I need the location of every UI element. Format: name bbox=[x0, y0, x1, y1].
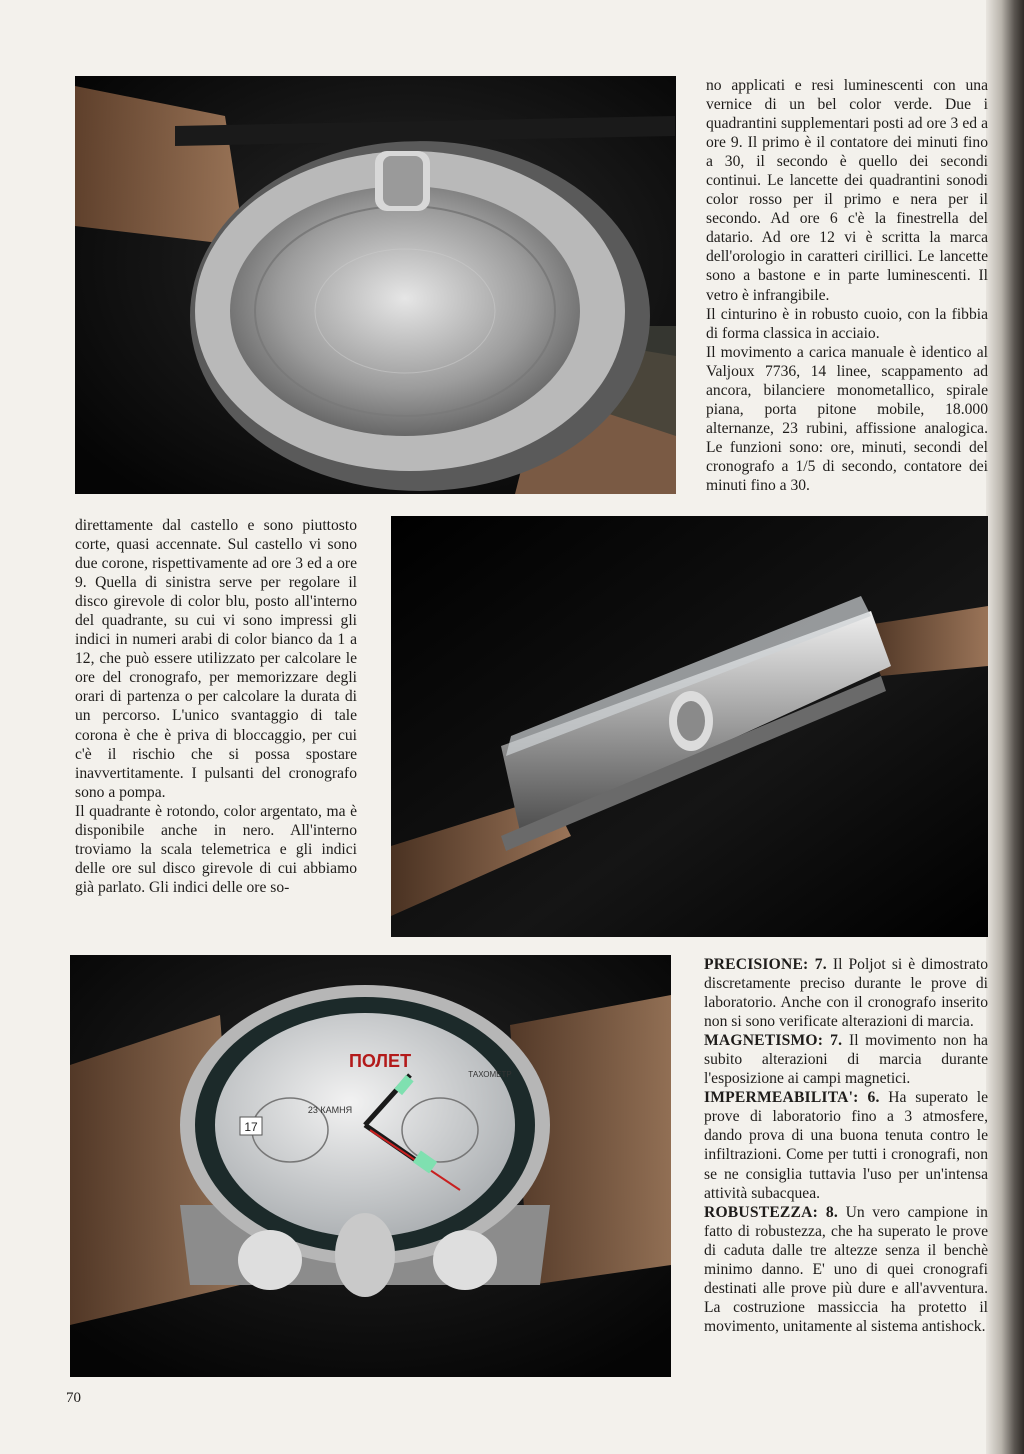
rating-label: ROBUSTEZZA: 8. bbox=[704, 1203, 838, 1221]
dial-tachymeter-text: ТАХОМЕТР bbox=[468, 1070, 512, 1079]
rating-text: Un vero campione in fatto di robustezza, che ha superato le prove di caduta dalle tre altezze senza il benchè minimo danno. E' uno di quei cronografi destinati alle prove più dure e all'avventura. La costruzione massiccia ha protetto il movimento, unitamente al sistema antishock. bbox=[704, 1203, 988, 1335]
paragraph: direttamente dal castello e sono piuttosto corte, quasi accennate. Sul castello vi sono due corone, rispettivamente ad ore 3 ed a ore 9. Quella di sinistra serve per regolare il disco girevole di color blu, posto all'interno del quadrante, su cui vi sono impressi gli indici in numeri arabi di color bianco da 1 a 12, che può essere utilizzato per calcolare le ore del cronografo, per memorizzare degli orari di partenza o per calcolare la durata di un percorso. L'unico svantaggio di tale corona è che è priva di bloccaggio, per cui c'è il rischio che si possa spostare inavvertitamente. I pulsanti del cronografo sono a pompa. bbox=[75, 517, 357, 801]
dial-brand-text: ПОЛЕТ bbox=[348, 1051, 412, 1071]
rating-label: IMPERMEABILITA': 6. bbox=[704, 1089, 880, 1107]
rating-text: Il Poljot si è dimostrato discretamente preciso durante le prove di laboratorio. Anche con il cronografo inserito non si sono verificate alterazioni di marcia. bbox=[704, 956, 988, 1031]
photo-watch-side-profile bbox=[391, 516, 988, 937]
rating-precisione bbox=[704, 955, 988, 1031]
text-column-middle-left bbox=[75, 516, 357, 897]
paragraph: no applicati e resi luminescenti con una vernice di un bel color verde. Due i quadrantini supplementari posti ad ore 3 ed a ore 9. Il primo è il contatore dei minuti fino a 30, il secondo è quello dei secondi continui. Le lancette dei quadrantini sonodi color rosso per il primo e nera per il secondo. Ad ore 6 c'è la finestrella del datario. Ad ore 12 vi è scritta la marca dell'orologio in caratteri cirillici. Le lancette sono a bastone e in parte luminescenti. Il vetro è infrangibile. bbox=[706, 77, 988, 304]
rating-label: MAGNETISMO: 7. bbox=[704, 1032, 843, 1050]
photo-watch-caseback bbox=[75, 76, 676, 494]
paragraph: Il quadrante è rotondo, color argentato, ma è disponibile anche in nero. All'interno troviamo la scala telemetrica e gli indici delle ore sul disco girevole di cui abbiamo già parlato. Gli indici delle ore so- bbox=[75, 802, 357, 896]
rating-robustezza bbox=[704, 1203, 988, 1336]
photo-watch-dial bbox=[70, 955, 671, 1377]
rating-impermeabilita bbox=[704, 1088, 988, 1202]
dial-date-window: 17 bbox=[244, 1120, 258, 1134]
rating-label: PRECISIONE: 7. bbox=[704, 956, 827, 973]
page-number: 70 bbox=[66, 1390, 81, 1406]
rating-text: Ha superato le prove di laboratorio fino a 3 atmosfere, dando prova di una buona tenuta contro le infiltrazioni. Come per tutti i cronografi, non se ne consiglia tuttavia l'uso per un'intensa attività subacquea. bbox=[704, 1089, 988, 1202]
paragraph: Il movimento a carica manuale è identico al Valjoux 7736, 14 linee, scappamento ad ancora, bilanciere monometallico, spirale piana, porta pitone mobile, 18.000 alternanze, 23 rubini, affissione analogica. Le funzioni sono: ore, minuti, secondi del cronografo a 1/5 di secondo, contatore dei minuti fino a 30. bbox=[706, 343, 988, 494]
paragraph: Il cinturino è in robusto cuoio, con la fibbia di forma classica in acciaio. bbox=[706, 305, 988, 342]
text-column-top-right bbox=[706, 76, 988, 495]
rating-text: Il movimento non ha subito alterazioni di marcia durante l'esposizione ai campi magnetici. bbox=[704, 1032, 988, 1088]
dial-jewels-text: 23 КАМНЯ bbox=[307, 1105, 353, 1115]
rating-magnetismo bbox=[704, 1031, 988, 1088]
page-edge-shadow bbox=[986, 0, 1024, 1454]
text-column-ratings bbox=[704, 955, 988, 1336]
